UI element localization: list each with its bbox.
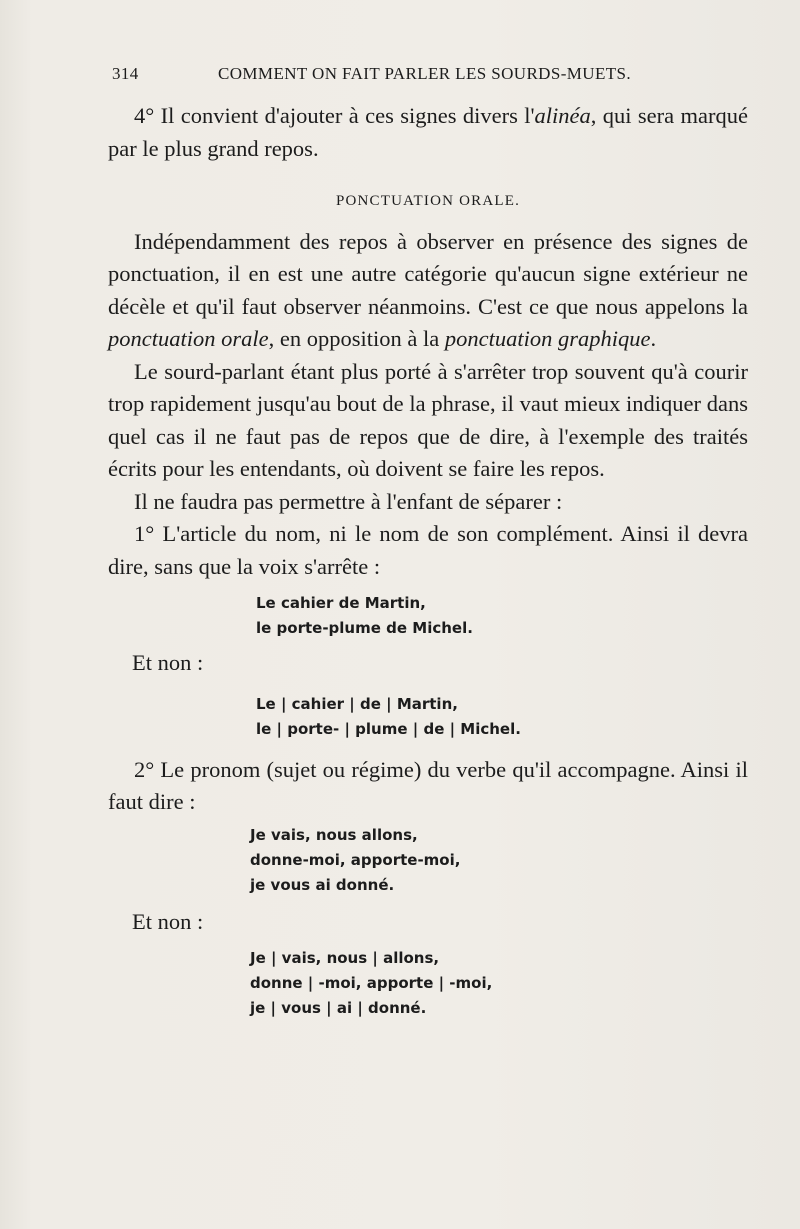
et-non-label: Et non : [132,650,204,675]
example-line: je | vous | ai | donné. [250,999,427,1017]
text-run: 4° Il convient d'ajouter à ces signes divers l' [134,103,535,128]
example-line: Le | cahier | de | Martin, [256,694,458,713]
example-block-1 [256,591,748,641]
example-line: je vous ai donné. [250,875,395,894]
text-run: , qui sera marqué par le plus grand repos. [108,103,748,161]
text-run: . [650,326,657,351]
section-heading: PONCTUATION ORALE. [335,193,521,209]
paragraph-alinea [108,100,748,165]
italic-term: alinéa [534,103,591,128]
paragraph-pronom: 2° Le pronom (sujet ou régime) du verbe qu'il accompagne. Ainsi il faut dire : [108,756,748,814]
example-line: Le cahier de Martin, [256,594,426,612]
paragraph-article: 1° L'article du nom, ni le nom de son complément. Ainsi il devra dire, sans que la voix s'arrête : [108,521,748,579]
example-line: donne | -moi, apporte | -moi, [250,974,493,992]
italic-term: ponctuation orale [108,326,269,351]
running-title: COMMENT ON FAIT PARLER LES SOURDS-MUETS. [218,64,632,83]
page-body [108,100,748,1021]
example-line: le porte-plume de Michel. [256,619,473,637]
text-run: Indépendamment des repos à observer en présence des signes de ponctuation, il en est une autre catégorie qu'aucun signe extérieur ne décèle et qu'il faut observer néanmoins. C'est ce que nous appelons la [108,228,748,319]
example-line: Je vais, nous allons, [250,825,418,844]
paragraph-separer: Il ne faudra pas permettre à l'enfant de séparer : [134,488,563,514]
paragraph-sourd-parlant: Le sourd-parlant étant plus porté à s'arrêter trop souvent qu'à courir trop rapidement jusqu'au bout de la phrase, il vaut mieux indiquer dans quel cas il ne faut pas de repos que de dire, à l'exemple des traités écrits pour les entendants, où doivent se faire les repos. [108,358,748,481]
paragraph-ponctuation [108,226,748,356]
et-non-label: Et non : [132,908,204,934]
example-line: le | porte- | plume | de | Michel. [256,719,521,738]
example-block-2 [256,692,748,742]
example-block-3 [250,823,748,898]
example-block-4 [250,946,748,1021]
italic-term: ponctuation graphique [444,326,651,351]
page-number: 314 [112,64,139,83]
example-line: Je | vais, nous | allons, [250,949,440,967]
example-line: donne-moi, apporte-moi, [250,850,461,869]
text-run: , en opposition à la [268,326,445,351]
